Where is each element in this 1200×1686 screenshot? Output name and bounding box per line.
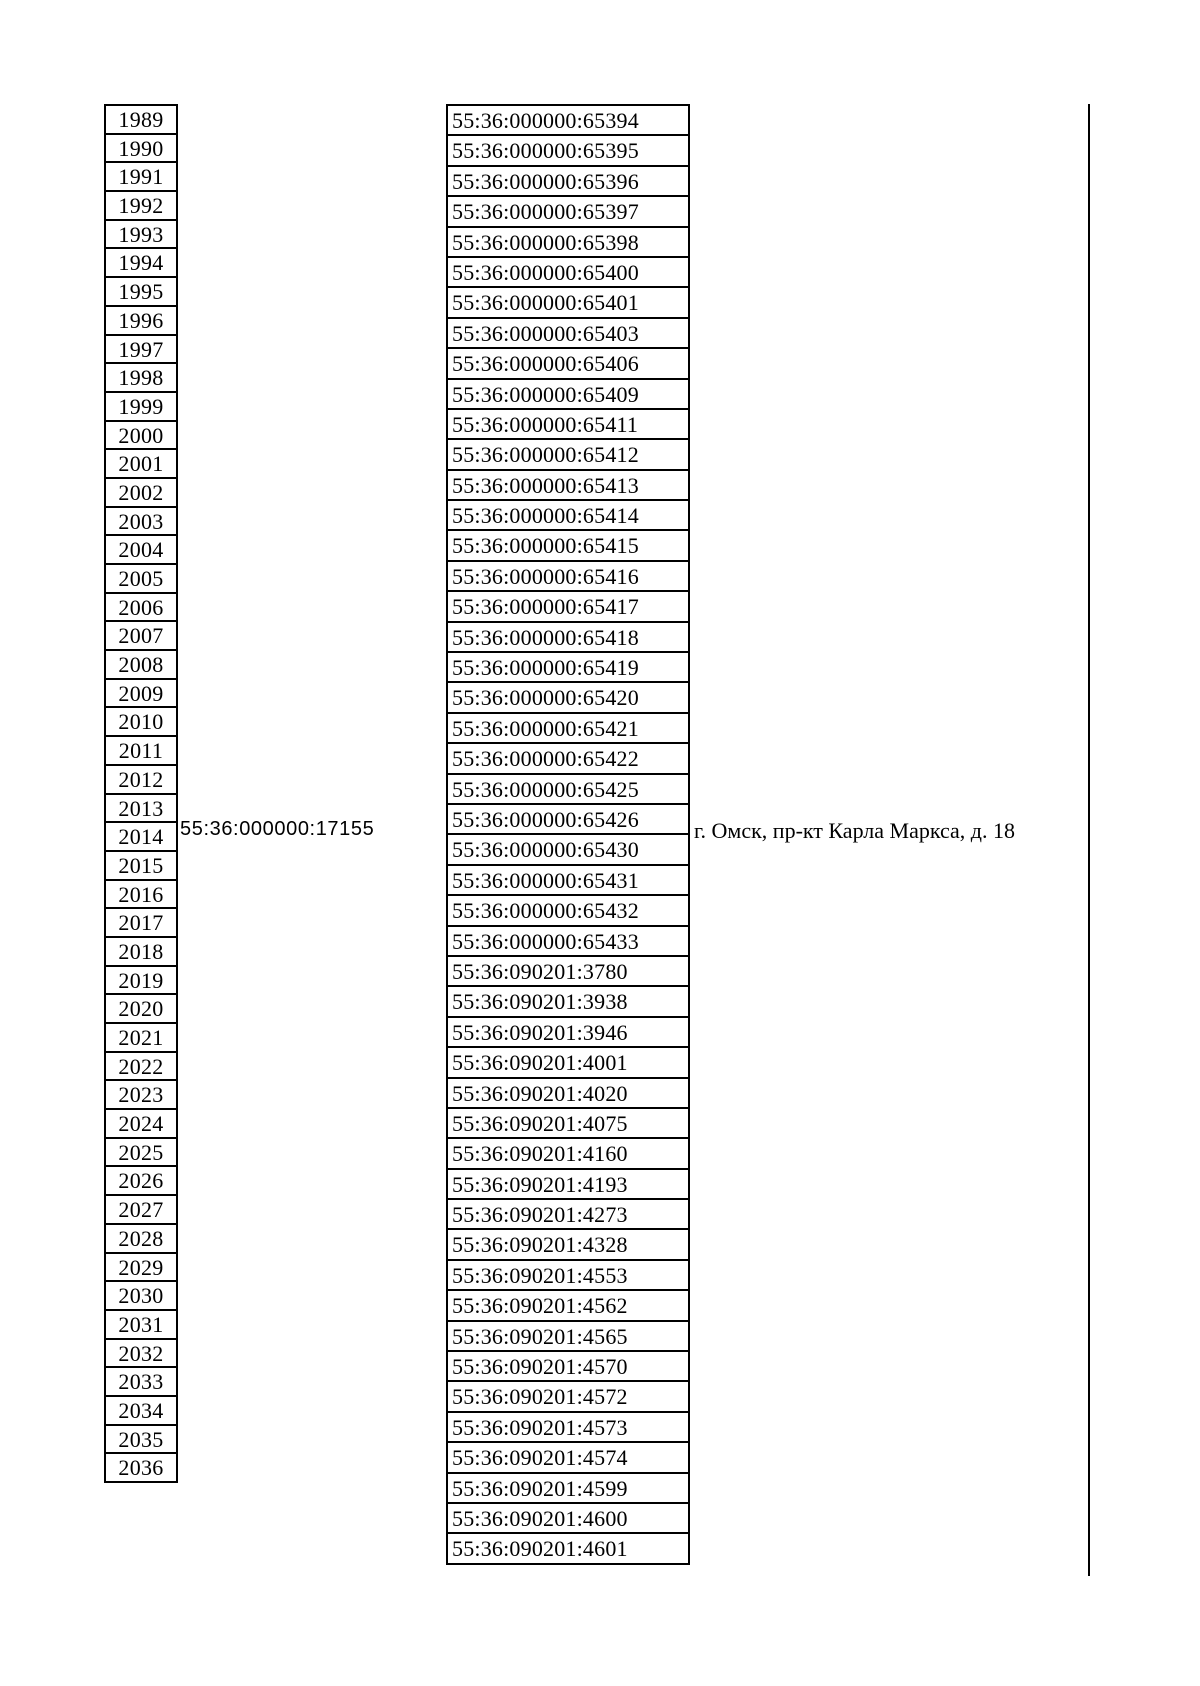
row-number-cell: 2026 [104, 1167, 178, 1196]
row-number-cell: 2029 [104, 1254, 178, 1283]
row-number-cell: 1999 [104, 393, 178, 422]
object-cadastral-number-cell: 55:36:000000:65420 [446, 683, 690, 713]
row-number-cell: 2010 [104, 708, 178, 737]
row-number-column [104, 104, 178, 1483]
building-cadastral-number: 55:36:000000:17155 [180, 818, 375, 840]
object-cadastral-number-cell: 55:36:090201:3938 [446, 987, 690, 1017]
row-number-cell: 2023 [104, 1081, 178, 1110]
row-number-cell: 2002 [104, 479, 178, 508]
object-cadastral-number-cell: 55:36:090201:4160 [446, 1139, 690, 1169]
object-cadastral-number-cell: 55:36:000000:65400 [446, 258, 690, 288]
table-right-border [1088, 104, 1090, 1576]
object-cadastral-number-cell: 55:36:000000:65394 [446, 106, 690, 136]
object-cadastral-number-cell: 55:36:090201:4601 [446, 1534, 690, 1564]
row-number-cell: 1996 [104, 307, 178, 336]
row-number-cell: 2031 [104, 1311, 178, 1340]
row-number-cell: 2036 [104, 1454, 178, 1483]
row-number-cell: 2022 [104, 1053, 178, 1082]
object-cadastral-number-cell: 55:36:090201:4075 [446, 1109, 690, 1139]
object-cadastral-number-cell: 55:36:000000:65403 [446, 319, 690, 349]
object-cadastral-number-cell: 55:36:000000:65413 [446, 471, 690, 501]
row-number-cell: 2030 [104, 1282, 178, 1311]
row-number-cell: 2028 [104, 1225, 178, 1254]
row-number-cell: 2011 [104, 737, 178, 766]
object-cadastral-number-cell: 55:36:000000:65417 [446, 592, 690, 622]
object-cadastral-number-cell: 55:36:090201:4020 [446, 1079, 690, 1109]
row-number-cell: 1997 [104, 336, 178, 365]
object-cadastral-number-cell: 55:36:000000:65422 [446, 744, 690, 774]
row-number-cell: 2016 [104, 881, 178, 910]
object-cadastral-number-cell: 55:36:000000:65414 [446, 501, 690, 531]
row-number-cell: 2007 [104, 622, 178, 651]
address: г. Омск, пр-кт Карла Маркса, д. 18 [694, 818, 1015, 843]
row-number-cell: 2018 [104, 938, 178, 967]
object-cadastral-number-cell: 55:36:090201:4001 [446, 1048, 690, 1078]
row-number-cell: 2006 [104, 594, 178, 623]
object-cadastral-number-cell: 55:36:090201:4574 [446, 1443, 690, 1473]
object-cadastral-number-cell: 55:36:090201:4600 [446, 1504, 690, 1534]
object-cadastral-number-cell: 55:36:090201:4273 [446, 1200, 690, 1230]
object-cadastral-number-cell: 55:36:000000:65431 [446, 866, 690, 896]
object-cadastral-number-cell: 55:36:000000:65425 [446, 775, 690, 805]
object-cadastral-number-cell: 55:36:000000:65433 [446, 927, 690, 957]
row-number-cell: 1989 [104, 106, 178, 135]
object-cadastral-number-cell: 55:36:090201:4599 [446, 1474, 690, 1504]
object-cadastral-number-cell: 55:36:090201:4572 [446, 1382, 690, 1412]
object-cadastral-number-cell: 55:36:000000:65418 [446, 623, 690, 653]
row-number-cell: 2004 [104, 536, 178, 565]
object-cadastral-number-cell: 55:36:090201:4553 [446, 1261, 690, 1291]
object-cadastral-number-cell: 55:36:090201:4193 [446, 1170, 690, 1200]
row-number-cell: 1998 [104, 364, 178, 393]
row-number-cell: 2034 [104, 1397, 178, 1426]
object-cadastral-number-cell: 55:36:000000:65416 [446, 562, 690, 592]
row-number-cell: 2013 [104, 795, 178, 824]
row-number-cell: 2027 [104, 1196, 178, 1225]
row-number-cell: 2035 [104, 1426, 178, 1455]
row-number-cell: 2014 [104, 823, 178, 852]
object-cadastral-number-cell: 55:36:090201:3946 [446, 1018, 690, 1048]
row-number-cell: 1990 [104, 135, 178, 164]
object-cadastral-number-cell: 55:36:090201:4573 [446, 1413, 690, 1443]
object-cadastral-number-cell: 55:36:000000:65411 [446, 410, 690, 440]
row-number-cell: 2001 [104, 450, 178, 479]
object-cadastral-number-cell: 55:36:000000:65409 [446, 380, 690, 410]
object-cadastral-number-cell: 55:36:000000:65401 [446, 288, 690, 318]
object-cadastral-number-cell: 55:36:000000:65398 [446, 228, 690, 258]
object-cadastral-number-cell: 55:36:000000:65395 [446, 136, 690, 166]
object-cadastral-number-cell: 55:36:000000:65419 [446, 653, 690, 683]
object-cadastral-number-cell: 55:36:000000:65430 [446, 835, 690, 865]
row-number-cell: 2015 [104, 852, 178, 881]
row-number-cell: 2008 [104, 651, 178, 680]
object-cadastral-number-cell: 55:36:090201:4565 [446, 1322, 690, 1352]
row-number-cell: 1994 [104, 249, 178, 278]
row-number-cell: 2025 [104, 1139, 178, 1168]
row-number-cell: 2017 [104, 909, 178, 938]
object-cadastral-number-cell: 55:36:000000:65412 [446, 440, 690, 470]
row-number-cell: 2019 [104, 967, 178, 996]
object-cadastral-number-column [446, 104, 690, 1565]
row-number-cell: 2032 [104, 1340, 178, 1369]
row-number-cell: 2024 [104, 1110, 178, 1139]
object-cadastral-number-cell: 55:36:090201:4570 [446, 1352, 690, 1382]
row-number-cell: 1995 [104, 278, 178, 307]
object-cadastral-number-cell: 55:36:000000:65432 [446, 896, 690, 926]
row-number-cell: 2005 [104, 565, 178, 594]
object-cadastral-number-cell: 55:36:000000:65406 [446, 349, 690, 379]
object-cadastral-number-cell: 55:36:000000:65397 [446, 197, 690, 227]
row-number-cell: 1992 [104, 192, 178, 221]
row-number-cell: 1993 [104, 221, 178, 250]
row-number-cell: 2003 [104, 508, 178, 537]
object-cadastral-number-cell: 55:36:000000:65426 [446, 805, 690, 835]
object-cadastral-number-cell: 55:36:090201:4562 [446, 1291, 690, 1321]
object-cadastral-number-cell: 55:36:000000:65421 [446, 714, 690, 744]
object-cadastral-number-cell: 55:36:090201:3780 [446, 957, 690, 987]
row-number-cell: 2033 [104, 1368, 178, 1397]
object-cadastral-number-cell: 55:36:000000:65396 [446, 167, 690, 197]
row-number-cell: 2020 [104, 995, 178, 1024]
row-number-cell: 1991 [104, 163, 178, 192]
row-number-cell: 2021 [104, 1024, 178, 1053]
row-number-cell: 2012 [104, 766, 178, 795]
row-number-cell: 2000 [104, 422, 178, 451]
object-cadastral-number-cell: 55:36:090201:4328 [446, 1230, 690, 1260]
row-number-cell: 2009 [104, 680, 178, 709]
object-cadastral-number-cell: 55:36:000000:65415 [446, 531, 690, 561]
